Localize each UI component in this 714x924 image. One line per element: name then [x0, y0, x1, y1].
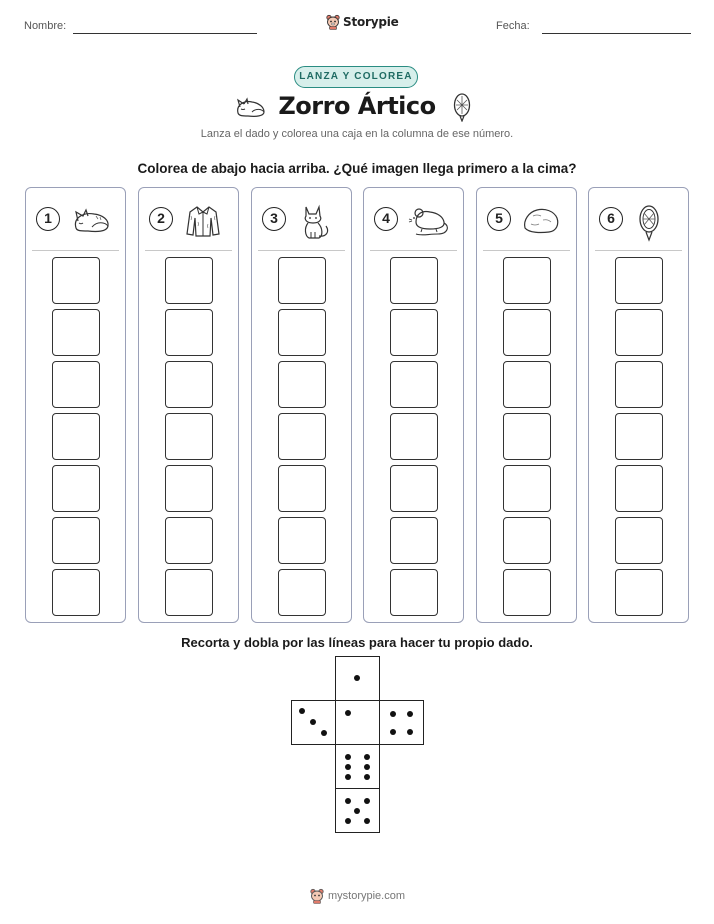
color-box[interactable]	[165, 413, 213, 460]
color-box[interactable]	[390, 569, 438, 616]
instruction-heading: Colorea de abajo hacia arriba. ¿Qué imagen llega primero a la cima?	[137, 161, 577, 176]
pip	[364, 764, 370, 770]
pip	[299, 708, 305, 714]
column-2	[138, 187, 239, 623]
color-box[interactable]	[503, 361, 551, 408]
column-divider	[32, 250, 119, 251]
die-face-3	[291, 700, 336, 745]
color-box[interactable]	[503, 569, 551, 616]
color-box[interactable]	[165, 465, 213, 512]
pip	[345, 818, 351, 824]
pip	[364, 774, 370, 780]
pip	[354, 675, 360, 681]
color-box[interactable]	[52, 569, 100, 616]
date-line[interactable]	[542, 33, 691, 34]
color-box[interactable]	[278, 309, 326, 356]
color-box[interactable]	[390, 257, 438, 304]
color-box[interactable]	[278, 569, 326, 616]
column-divider	[370, 250, 457, 251]
color-box[interactable]	[165, 361, 213, 408]
column-number: 2	[149, 207, 173, 231]
color-box[interactable]	[615, 413, 663, 460]
column-4	[363, 187, 464, 623]
column-header	[374, 204, 454, 238]
column-header	[36, 204, 116, 238]
color-box[interactable]	[390, 361, 438, 408]
mouse-icon	[408, 204, 452, 238]
color-box[interactable]	[165, 309, 213, 356]
column-header	[149, 204, 229, 238]
pip	[345, 774, 351, 780]
column-number: 6	[599, 207, 623, 231]
date-label: Fecha:	[496, 20, 530, 32]
column-number: 5	[487, 207, 511, 231]
page-title: Zorro Ártico	[278, 92, 436, 120]
color-box[interactable]	[615, 257, 663, 304]
column-header	[487, 204, 567, 238]
color-box[interactable]	[615, 361, 663, 408]
pip	[407, 729, 413, 735]
color-box[interactable]	[278, 257, 326, 304]
color-box[interactable]	[165, 517, 213, 564]
pip	[390, 711, 396, 717]
column-1	[25, 187, 126, 623]
subtitle: Lanza el dado y colorea una caja en la columna de ese número.	[200, 128, 514, 140]
pip	[345, 798, 351, 804]
pip	[407, 711, 413, 717]
color-box[interactable]	[52, 309, 100, 356]
color-box[interactable]	[52, 517, 100, 564]
column-divider	[258, 250, 345, 251]
column-divider	[483, 250, 570, 251]
color-box[interactable]	[503, 517, 551, 564]
pip	[390, 729, 396, 735]
die-instruction: Recorta y dobla por las líneas para hacer tu propio dado.	[181, 635, 533, 650]
color-box[interactable]	[52, 361, 100, 408]
column-header	[262, 204, 342, 238]
color-box[interactable]	[278, 361, 326, 408]
column-number: 1	[36, 207, 60, 231]
snowshoe-icon	[637, 204, 661, 242]
column-number: 4	[374, 207, 398, 231]
color-box[interactable]	[615, 517, 663, 564]
column-divider	[595, 250, 682, 251]
color-box[interactable]	[278, 465, 326, 512]
color-box[interactable]	[503, 465, 551, 512]
pip	[345, 764, 351, 770]
color-box[interactable]	[390, 413, 438, 460]
column-6	[588, 187, 689, 623]
name-line[interactable]	[73, 33, 257, 34]
color-box[interactable]	[165, 569, 213, 616]
color-box[interactable]	[615, 569, 663, 616]
column-5	[476, 187, 577, 623]
sleeping-fox-icon	[70, 204, 112, 236]
name-label: Nombre:	[24, 20, 67, 32]
die-face-1	[335, 656, 380, 701]
footer	[310, 888, 405, 904]
color-box[interactable]	[165, 257, 213, 304]
color-box[interactable]	[503, 413, 551, 460]
sitting-fox-icon	[296, 204, 332, 240]
color-box[interactable]	[615, 309, 663, 356]
pip	[345, 754, 351, 760]
footer-url[interactable]: mystorypie.com	[328, 890, 406, 902]
color-box[interactable]	[278, 413, 326, 460]
rock-icon	[521, 204, 561, 236]
pip	[364, 818, 370, 824]
title-snowshoe-icon	[452, 92, 472, 122]
die-face-4	[379, 700, 424, 745]
die-face-6	[335, 744, 380, 789]
die-face-1-center	[335, 700, 380, 745]
brand-logo	[326, 14, 399, 30]
column-3	[251, 187, 352, 623]
color-box[interactable]	[52, 413, 100, 460]
color-box[interactable]	[390, 517, 438, 564]
color-box[interactable]	[390, 465, 438, 512]
color-box[interactable]	[615, 465, 663, 512]
pip	[310, 719, 316, 725]
pip	[345, 710, 351, 716]
color-box[interactable]	[278, 517, 326, 564]
color-box[interactable]	[503, 257, 551, 304]
color-box[interactable]	[52, 257, 100, 304]
pip	[354, 808, 360, 814]
pip	[321, 730, 327, 736]
color-box[interactable]	[503, 309, 551, 356]
column-divider	[145, 250, 232, 251]
die-face-5	[335, 788, 380, 833]
pip	[364, 754, 370, 760]
coat-icon	[183, 204, 223, 238]
column-number: 3	[262, 207, 286, 231]
activity-badge: LANZA Y COLOREA	[294, 66, 418, 88]
pip	[364, 798, 370, 804]
storypie-mascot-icon	[310, 888, 324, 904]
color-box[interactable]	[390, 309, 438, 356]
column-header	[599, 204, 679, 238]
brand-name: Storypie	[343, 15, 399, 29]
storypie-mascot-icon	[326, 14, 340, 30]
color-box[interactable]	[52, 465, 100, 512]
